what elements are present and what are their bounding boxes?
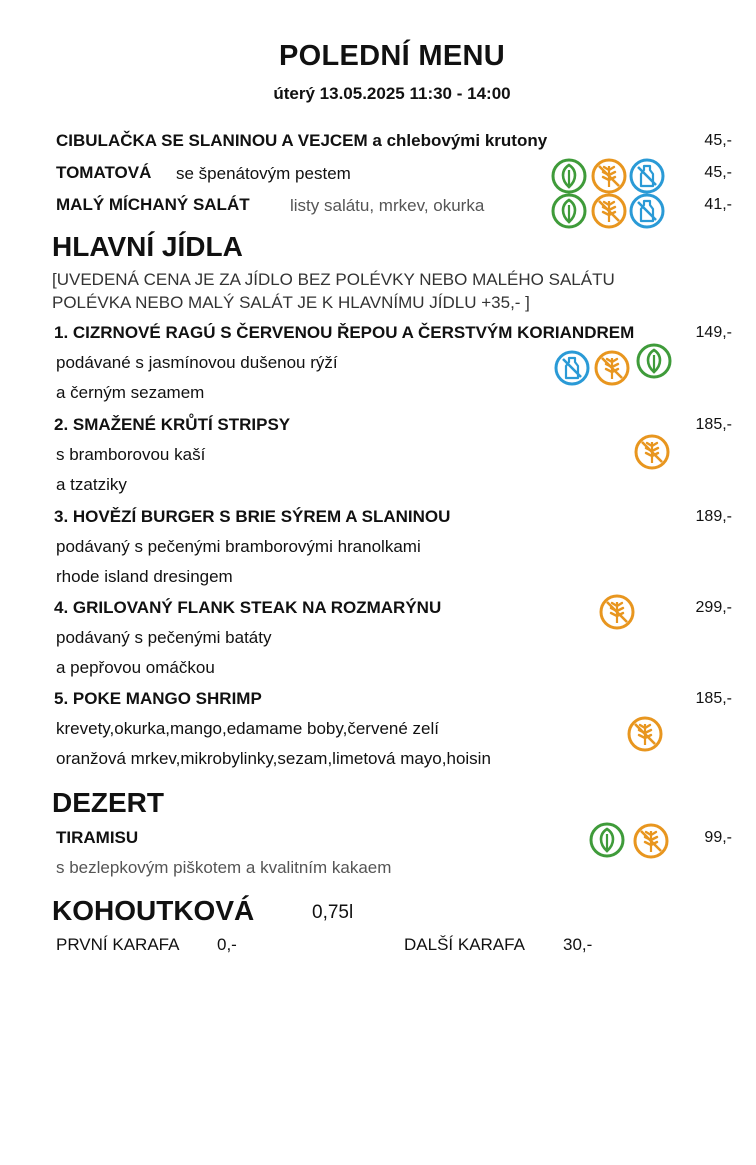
main-item-2-line-1: s bramborovou kaší (56, 445, 206, 464)
date-line: úterý 13.05.2025 11:30 - 14:00 (273, 84, 511, 103)
salad-price: 41,- (704, 196, 732, 213)
main-item-3-line-1: podávaný s pečenými bramborovými hranolkami (56, 537, 421, 556)
dessert-desc: s bezlepkovým piškotem a kvalitním kakaem (56, 858, 392, 877)
vegan-icon (551, 193, 587, 229)
water-volume: 0,75l (312, 902, 354, 923)
gluten-free-icon (627, 716, 663, 752)
main-item-3-price: 189,- (695, 508, 732, 525)
soup-2-name: TOMATOVÁ (56, 163, 152, 182)
main-item-5-line-1: krevety,okurka,mango,edamame boby,červené zelí (56, 719, 440, 738)
first-carafe-price: 0,- (217, 935, 237, 954)
main-item-5-line-2: oranžová mrkev,mikrobylinky,sezam,limetová mayo,hoisin (56, 749, 491, 768)
next-carafe-label: DALŠÍ KARAFA (404, 935, 525, 954)
main-item-3-line-2: rhode island dresingem (56, 567, 233, 586)
main-item-3-name: 3. HOVĚZÍ BURGER S BRIE SÝREM A SLANINOU (54, 507, 451, 526)
main-item-4-price: 299,- (695, 599, 732, 616)
main-item-5-price: 185,- (695, 690, 732, 707)
main-item-4-line-1: podávaný s pečenými batáty (56, 628, 272, 647)
main-item-2-line-2: a tzatziky (56, 475, 127, 494)
soup-1-price: 45,- (704, 132, 732, 149)
lactose-free-icon (629, 193, 665, 229)
salad-name: MALÝ MÍCHANÝ SALÁT (56, 195, 250, 214)
lactose-free-icon (629, 158, 665, 194)
main-item-4-line-2: a pepřovou omáčkou (56, 658, 215, 677)
dessert-heading: DEZERT (52, 787, 164, 818)
gluten-free-icon (633, 823, 669, 859)
water-heading: KOHOUTKOVÁ (52, 895, 255, 926)
soup-2-desc: se špenátovým pestem (176, 164, 351, 183)
main-note-line-2: POLÉVKA NEBO MALÝ SALÁT JE K HLAVNÍMU JÍDLU +35,- ] (52, 293, 530, 312)
soup-2-price: 45,- (704, 164, 732, 181)
next-carafe-price: 30,- (563, 935, 593, 954)
main-item-5-name: 5. POKE MANGO SHRIMP (54, 689, 262, 708)
vegan-icon (589, 822, 625, 858)
main-item-1-line-1: podávané s jasmínovou dušenou rýží (56, 353, 338, 372)
vegan-icon (551, 158, 587, 194)
salad-desc: listy salátu, mrkev, okurka (290, 196, 485, 215)
main-item-4-name: 4. GRILOVANÝ FLANK STEAK NA ROZMARÝNU (54, 598, 442, 617)
gluten-free-icon (594, 350, 630, 386)
main-heading: HLAVNÍ JÍDLA (52, 231, 243, 262)
lactose-free-icon (554, 350, 590, 386)
dessert-name: TIRAMISU (56, 828, 139, 847)
gluten-free-icon (591, 193, 627, 229)
gluten-free-icon (634, 434, 670, 470)
gluten-free-icon (591, 158, 627, 194)
main-note-line-1: [UVEDENÁ CENA JE ZA JÍDLO BEZ POLÉVKY NEBO MALÉHO SALÁTU (52, 270, 615, 289)
page-title: POLEDNÍ MENU (279, 40, 505, 72)
soup-1-name: CIBULAČKA SE SLANINOU A VEJCEM a chlebovými krutony (56, 131, 548, 150)
gluten-free-icon (599, 594, 635, 630)
main-item-1-price: 149,- (695, 324, 732, 341)
main-item-2-name: 2. SMAŽENÉ KRŮTÍ STRIPSY (54, 415, 291, 434)
dessert-price: 99,- (704, 829, 732, 846)
vegan-icon (636, 343, 672, 379)
main-item-1-name: 1. CIZRNOVÉ RAGÚ S ČERVENOU ŘEPOU A ČERSTVÝM KORIANDREM (54, 323, 635, 342)
main-item-1-line-2: a černým sezamem (56, 383, 205, 402)
main-item-2-price: 185,- (695, 416, 732, 433)
first-carafe-label: PRVNÍ KARAFA (56, 935, 180, 954)
